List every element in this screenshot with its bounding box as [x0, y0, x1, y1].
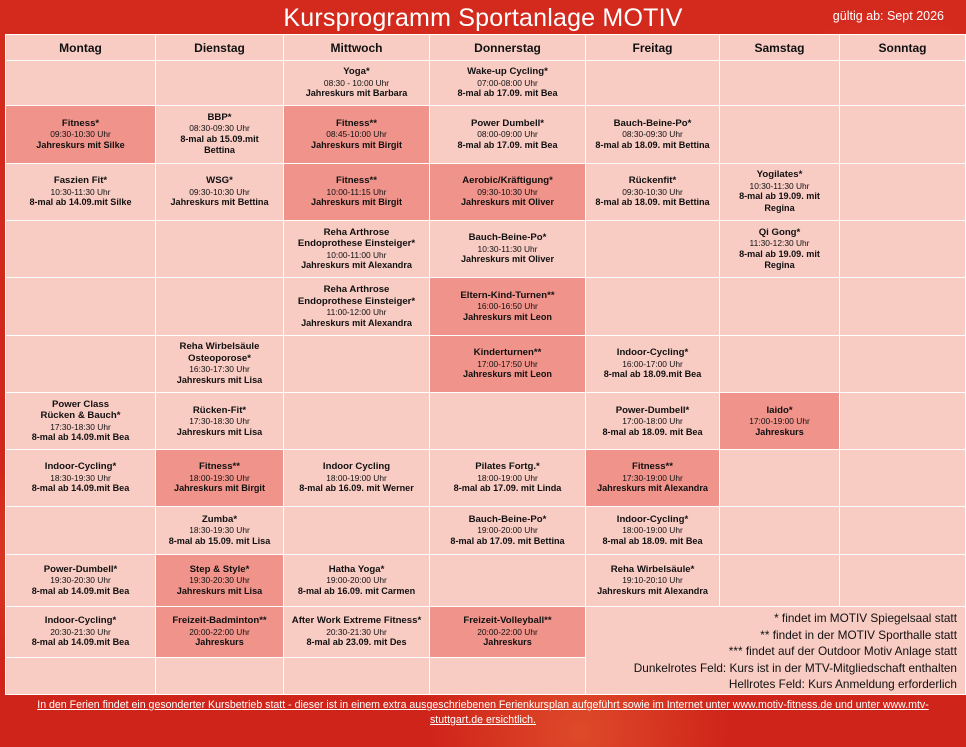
course-info: 8-mal ab 17.09. mit Bettina — [450, 535, 565, 546]
course-title: Freizeit-Volleyball** — [463, 615, 552, 627]
course-time: 18:00-19:30 Uhr — [189, 472, 250, 483]
schedule-body — [6, 61, 966, 695]
legend — [586, 607, 966, 695]
course-cell — [284, 61, 430, 106]
course-cell — [284, 607, 430, 657]
course-time: 11:30-12:30 Uhr — [749, 238, 810, 249]
empty-cell — [840, 278, 966, 335]
course-info: Jahreskurs mit Alexandra — [301, 317, 412, 328]
schedule-row — [6, 163, 966, 220]
schedule-row — [6, 221, 966, 278]
empty-cell — [720, 450, 840, 506]
course-time: 20:00-22:00 Uhr — [189, 626, 250, 637]
schedule-row — [6, 335, 966, 392]
course-cell — [430, 278, 586, 335]
course-time: 10:00-11:15 Uhr — [326, 186, 387, 197]
course-cell — [430, 506, 586, 554]
course-info: 8-mal ab 14.09.mit Silke — [29, 197, 132, 208]
empty-cell — [840, 106, 966, 163]
empty-cell — [6, 335, 156, 392]
empty-cell — [840, 506, 966, 554]
schedule-row — [6, 607, 966, 657]
empty-cell — [720, 278, 840, 335]
course-cell — [430, 607, 586, 657]
empty-cell — [6, 657, 156, 694]
schedule-row — [6, 506, 966, 554]
course-cell — [430, 450, 586, 506]
course-info: Jahreskurs mit Lisa — [176, 374, 263, 385]
empty-cell — [720, 506, 840, 554]
course-cell — [430, 106, 586, 163]
course-title: Power-Dumbell* — [43, 563, 118, 575]
course-title: Wake-up Cycling* — [467, 66, 548, 78]
course-info: 8-mal ab 14.09.mit Bea — [31, 585, 130, 596]
course-cell — [586, 106, 720, 163]
course-title: Fitness** — [631, 461, 674, 473]
schedule-row — [6, 61, 966, 106]
course-title: Indoor-Cycling* — [616, 513, 689, 525]
course-info: 8-mal ab 15.09. mit Lisa — [168, 535, 271, 546]
weekday-header-row — [6, 35, 966, 61]
course-title: Kinderturnen** — [473, 347, 542, 359]
course-title: WSG* — [206, 175, 233, 187]
course-info: 8-mal ab 18.09. mit Bettina — [595, 139, 710, 150]
weekday-header-dienstag: Dienstag — [156, 35, 284, 61]
course-time: 08:30 - 10:00 Uhr — [323, 77, 390, 88]
course-cell — [6, 106, 156, 163]
course-title: Reha Arthrose — [323, 226, 390, 238]
course-title: BBP* — [207, 111, 232, 123]
empty-cell — [720, 61, 840, 106]
course-cell — [586, 450, 720, 506]
course-title: Yoga* — [343, 66, 370, 78]
course-cell — [586, 506, 720, 554]
empty-cell — [586, 221, 720, 278]
empty-cell — [720, 106, 840, 163]
legend-line: Hellrotes Feld: Kurs Anmeldung erforderlich — [728, 677, 957, 692]
course-title: Endoprothese Einsteiger* — [297, 295, 416, 307]
course-time: 10:30-11:30 Uhr — [477, 243, 538, 254]
course-time: 20:30-21:30 Uhr — [50, 626, 111, 637]
course-time: 10:30-11:30 Uhr — [50, 186, 111, 197]
course-cell — [430, 163, 586, 220]
course-cell — [720, 393, 840, 450]
course-info: 8-mal ab 14.09.mit Bea — [31, 483, 130, 494]
course-time: 19:00-20:00 Uhr — [477, 525, 538, 536]
empty-cell — [720, 555, 840, 607]
course-title: Iaido* — [766, 404, 793, 416]
course-cell — [156, 393, 284, 450]
course-time: 17:00-17:50 Uhr — [477, 358, 538, 369]
course-title: Zumba* — [201, 513, 238, 525]
course-info: Jahreskurs mit Bettina — [170, 197, 269, 208]
course-cell — [284, 555, 430, 607]
course-info: Jahreskurs mit Alexandra — [597, 585, 708, 596]
course-title: Faszien Fit* — [53, 175, 108, 187]
course-info: Jahreskurs — [755, 426, 804, 437]
legend-line: ** findet in der MOTIV Sporthalle statt — [760, 627, 957, 642]
footer-note — [0, 698, 966, 728]
course-cell — [6, 607, 156, 657]
valid-from-label: gültig ab: Sept 2026 — [832, 9, 944, 23]
course-info: 8-mal ab 14.09.mit Bea — [31, 637, 130, 648]
empty-cell — [6, 61, 156, 106]
header — [0, 0, 966, 34]
empty-cell — [430, 657, 586, 694]
course-cell — [156, 106, 284, 163]
weekday-header-donnerstag: Donnerstag — [430, 35, 586, 61]
course-cell — [6, 555, 156, 607]
course-info: Jahreskurs mit Barbara — [305, 88, 408, 99]
course-title: Bauch-Beine-Po* — [468, 513, 547, 525]
course-cell — [6, 163, 156, 220]
course-time: 09:30-10:30 Uhr — [622, 186, 683, 197]
course-info: Jahreskurs mit Oliver — [460, 254, 554, 265]
course-time: 17:30-19:00 Uhr — [622, 472, 683, 483]
course-time: 19:30-20:30 Uhr — [50, 575, 111, 586]
course-time: 16:30-17:30 Uhr — [189, 364, 250, 375]
course-info: Jahreskurs mit Leon — [463, 311, 552, 322]
empty-cell — [840, 450, 966, 506]
empty-cell — [6, 221, 156, 278]
course-title: Rückenfit* — [628, 175, 677, 187]
course-info: Jahreskurs mit Birgit — [311, 139, 402, 150]
course-cell — [284, 221, 430, 278]
course-title: After Work Extreme Fitness* — [291, 615, 422, 627]
course-title: Endoprothese Einsteiger* — [297, 238, 416, 250]
course-title: Indoor-Cycling* — [44, 461, 117, 473]
empty-cell — [430, 555, 586, 607]
course-info: 8-mal ab 17.09. mit Bea — [457, 139, 558, 150]
course-info: Jahreskurs mit Alexandra — [301, 260, 412, 271]
course-info: Jahreskurs mit Alexandra — [597, 483, 708, 494]
weekday-header-samstag: Samstag — [720, 35, 840, 61]
empty-cell — [284, 657, 430, 694]
course-info: 8-mal ab 19.09. mit — [739, 248, 820, 259]
empty-cell — [840, 335, 966, 392]
empty-cell — [586, 61, 720, 106]
course-info: 8-mal ab 14.09.mit Bea — [31, 432, 130, 443]
course-cell — [284, 106, 430, 163]
course-time: 17:00-18:00 Uhr — [622, 416, 683, 426]
empty-cell — [840, 163, 966, 220]
course-cell — [720, 221, 840, 278]
empty-cell — [156, 657, 284, 694]
course-cell — [6, 450, 156, 506]
course-time: 20:30-21:30 Uhr — [326, 626, 387, 637]
course-title: Freizeit-Badminton** — [172, 615, 267, 627]
course-time: 18:00-19:00 Uhr — [622, 525, 683, 536]
course-info: 8-mal ab 18.09. mit Bea — [602, 535, 703, 546]
course-title: Aerobic/Kräftigung* — [462, 175, 553, 187]
empty-cell — [840, 555, 966, 607]
course-title: Bauch-Beine-Po* — [468, 232, 547, 244]
course-time: 16:00-16:50 Uhr — [477, 301, 538, 312]
empty-cell — [156, 221, 284, 278]
course-title: Qi Gong* — [758, 226, 801, 238]
course-title: Fitness** — [198, 461, 241, 473]
course-time: 18:00-19:00 Uhr — [477, 472, 538, 483]
course-title: Pilates Fortg.* — [475, 461, 540, 473]
course-info: 8-mal ab 16.09. mit Carmen — [297, 585, 416, 596]
course-title: Power Dumbell* — [470, 117, 545, 129]
course-time: 08:30-09:30 Uhr — [189, 123, 250, 134]
weekday-header-mittwoch: Mittwoch — [284, 35, 430, 61]
course-cell — [156, 607, 284, 657]
legend-line: *** findet auf der Outdoor Motiv Anlage statt — [728, 644, 957, 659]
course-time: 07:00-08:00 Uhr — [477, 77, 538, 88]
course-time: 18:30-19:30 Uhr — [189, 525, 250, 536]
course-title: Indoor-Cycling* — [44, 615, 117, 627]
course-time: 09:30-10:30 Uhr — [189, 186, 250, 197]
course-cell — [430, 61, 586, 106]
course-title: Rücken & Bauch* — [40, 410, 121, 422]
course-cell — [156, 555, 284, 607]
empty-cell — [284, 393, 430, 450]
course-cell — [586, 335, 720, 392]
course-title: Hatha Yoga* — [328, 563, 385, 575]
empty-cell — [156, 278, 284, 335]
course-info: Bettina — [204, 145, 235, 156]
course-time: 17:30-18:30 Uhr — [189, 416, 250, 426]
course-cell — [586, 555, 720, 607]
course-cell — [156, 506, 284, 554]
empty-cell — [156, 61, 284, 106]
schedule-row — [6, 106, 966, 163]
course-info: Jahreskurs — [483, 637, 532, 648]
course-time: 10:30-11:30 Uhr — [749, 180, 810, 191]
course-cell — [586, 393, 720, 450]
course-title: Reha Arthrose — [323, 284, 390, 296]
course-info: Jahreskurs mit Birgit — [311, 197, 402, 208]
course-time: 19:30-20:30 Uhr — [189, 575, 250, 586]
course-time: 08:45-10:00 Uhr — [326, 129, 387, 140]
weekday-header-sonntag: Sonntag — [840, 35, 966, 61]
course-time: 09:30-10:30 Uhr — [50, 129, 111, 140]
course-info: Regina — [764, 202, 795, 213]
course-cell — [284, 278, 430, 335]
schedule-row — [6, 278, 966, 335]
course-info: Regina — [764, 260, 795, 271]
course-title: Bauch-Beine-Po* — [613, 117, 692, 129]
empty-cell — [6, 506, 156, 554]
empty-cell — [430, 393, 586, 450]
course-title: Indoor Cycling — [322, 461, 391, 473]
course-cell — [156, 450, 284, 506]
course-info: Jahreskurs mit Birgit — [174, 483, 265, 494]
footer-text: In den Ferien findet ein gesonderter Kursbetrieb statt - dieser ist in einem extra ausgeschriebenen Ferienkursplan aufgeführt sowie im Internet unter www.motiv-fitness.de und unter www.mtv-stuttgart.de ersichtlich. — [37, 699, 929, 726]
empty-cell — [840, 221, 966, 278]
course-info: Jahreskurs mit Oliver — [460, 197, 554, 208]
course-time: 19:10-20:10 Uhr — [622, 575, 683, 586]
course-info: 8-mal ab 18.09.mit Bea — [603, 369, 702, 380]
course-time: 17:00-19:00 Uhr — [749, 416, 810, 426]
course-info: 8-mal ab 19.09. mit — [739, 191, 820, 202]
course-title: Fitness* — [61, 117, 100, 129]
page-title: Kursprogramm Sportanlage MOTIV — [283, 4, 683, 32]
empty-cell — [6, 278, 156, 335]
schedule-row — [6, 450, 966, 506]
course-info: 8-mal ab 18.09. mit Bea — [602, 426, 703, 437]
course-title: Yogilates* — [756, 169, 803, 181]
legend-line: * findet im MOTIV Spiegelsaal statt — [774, 611, 957, 626]
course-title: Osteoporose* — [188, 352, 251, 364]
course-info: Jahreskurs mit Silke — [36, 139, 125, 150]
course-cell — [284, 450, 430, 506]
course-time: 11:00-12:00 Uhr — [326, 307, 387, 318]
course-title: Step & Style* — [189, 563, 250, 575]
empty-cell — [284, 506, 430, 554]
course-time: 17:30-18:30 Uhr — [50, 421, 111, 432]
course-title: Indoor-Cycling* — [616, 347, 689, 359]
course-title: Rücken-Fit* — [192, 404, 247, 416]
course-cell — [720, 163, 840, 220]
course-time: 16:00-17:00 Uhr — [622, 358, 683, 369]
course-info: 8-mal ab 16.09. mit Werner — [299, 483, 414, 494]
empty-cell — [840, 393, 966, 450]
course-info: Jahreskurs mit Leon — [463, 369, 552, 380]
course-time: 19:00-20:00 Uhr — [326, 575, 387, 586]
course-info: 8-mal ab 17.09. mit Linda — [453, 483, 562, 494]
course-title: Fitness** — [335, 175, 378, 187]
weekday-header-montag: Montag — [6, 35, 156, 61]
course-cell — [156, 163, 284, 220]
course-time: 10:00-11:00 Uhr — [326, 249, 387, 260]
course-time: 18:30-19:30 Uhr — [50, 472, 111, 483]
schedule-row — [6, 393, 966, 450]
empty-cell — [586, 278, 720, 335]
course-info: Jahreskurs mit Lisa — [176, 585, 263, 596]
course-time: 08:30-09:30 Uhr — [622, 129, 683, 140]
course-info: Jahreskurs mit Lisa — [176, 426, 263, 437]
course-cell — [156, 335, 284, 392]
empty-cell — [720, 335, 840, 392]
course-cell — [284, 163, 430, 220]
course-info: 8-mal ab 23.09. mit Des — [306, 637, 407, 648]
course-title: Power Class — [51, 398, 110, 410]
course-cell — [586, 163, 720, 220]
empty-cell — [284, 335, 430, 392]
course-cell — [6, 393, 156, 450]
course-cell — [430, 221, 586, 278]
course-info: 8-mal ab 15.09.mit — [180, 133, 259, 144]
course-time: 09:30-10:30 Uhr — [477, 186, 538, 197]
course-time: 18:00-19:00 Uhr — [326, 472, 387, 483]
course-info: 8-mal ab 18.09. mit Bettina — [595, 197, 710, 208]
schedule-row — [6, 555, 966, 607]
course-time: 08:00-09:00 Uhr — [477, 129, 538, 140]
course-title: Power-Dumbell* — [615, 404, 690, 416]
legend-line: Dunkelrotes Feld: Kurs ist in der MTV-Mitgliedschaft enthalten — [633, 660, 957, 675]
course-info: Jahreskurs — [195, 637, 244, 648]
course-title: Reha Wirbelsäule* — [610, 563, 695, 575]
course-title: Fitness** — [335, 117, 378, 129]
weekday-header-freitag: Freitag — [586, 35, 720, 61]
course-info: 8-mal ab 17.09. mit Bea — [457, 88, 558, 99]
schedule-table — [5, 34, 966, 695]
empty-cell — [840, 61, 966, 106]
course-cell — [430, 335, 586, 392]
course-title: Reha Wirbelsäule — [179, 341, 260, 353]
course-time: 20:00-22:00 Uhr — [477, 626, 538, 637]
course-title: Eltern-Kind-Turnen** — [460, 289, 555, 301]
